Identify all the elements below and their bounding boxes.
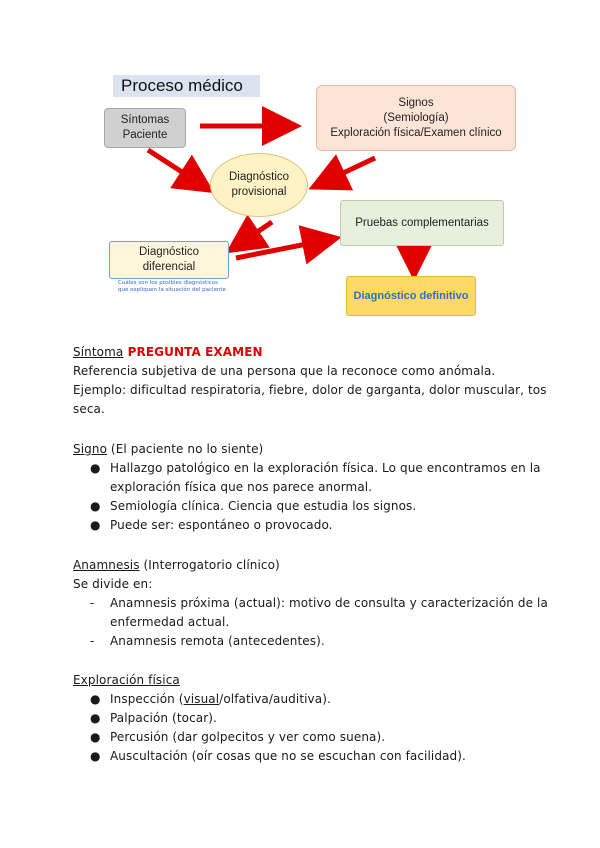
process-diagram [0,0,600,330]
list-item [73,747,533,766]
anamnesis-item-1-line-1: Anamnesis próxima (actual): motivo de consulta y caracterización de la [110,596,548,610]
box-pruebas-complementarias: Pruebas complementarias [340,200,504,246]
palpacion: Palpación (tocar). [110,711,217,725]
sintoma-line-3: seca. [73,402,105,416]
list-item [73,690,533,709]
caption-line-2: que expliquen la situación del paciente [118,287,226,293]
dash-icon: - [90,596,95,610]
exam-question-badge: PREGUNTA EXAMEN [123,345,263,359]
arrow-sintomas-provisional [148,150,202,185]
dash-icon: - [90,634,95,648]
arrow-signos-provisional [322,158,375,183]
signo-bullet-1-line-1: Hallazgo patológico en la exploración física. Lo que encontramos en la [110,461,541,475]
list-item [73,728,533,747]
anamnesis-note: (Interrogatorio clínico) [139,558,280,572]
box-diferencial-line-1: Diagnóstico [138,246,200,258]
box-sintomas-line-1: Síntomas [120,114,170,126]
anamnesis-intro: Se divide en: [73,577,153,591]
percusion: Percusión (dar golpecitos y ver como suena). [110,730,386,744]
list-item [73,632,533,651]
box-signos-line-2: (Semiología) [383,111,449,124]
anamnesis-item-2: Anamnesis remota (antecedentes). [110,634,325,648]
sintoma-line-1: Referencia subjetiva de una persona que la reconoce como anómala. [73,364,496,378]
exploracion-heading: Exploración física [73,673,180,687]
signo-bullet-2: Semiología clínica. Ciencia que estudia los signos. [110,499,417,513]
box-signos [316,85,516,151]
box-signos-line-1: Signos [398,96,434,109]
box-signos-line-3: Exploración física/Examen clínico [330,126,502,139]
arrow-diferencial-pruebas [236,240,327,258]
caption-line-1: Cuáles son los posibles diagnósticos [118,280,218,286]
box-diagnostico-definitivo: Diagnóstico definitivo [346,276,476,316]
bullet-icon: ● [90,461,101,475]
list-item [73,459,541,478]
anamnesis-item-1-line-2: enfermedad actual. [110,615,230,629]
box-provisional-line-1: Diagnóstico [228,171,290,183]
list-item [73,594,548,613]
inspeccion-pre: Inspección ( [110,692,184,706]
signo-heading: Signo [73,442,108,456]
box-diferencial-line-2: diferencial [142,261,196,273]
box-sintomas-line-2: Paciente [122,129,168,141]
bullet-icon: ● [90,730,101,744]
sintoma-heading: Síntoma [73,345,124,359]
section-signo [73,440,541,535]
bullet-icon: ● [90,749,101,763]
list-item [73,709,533,728]
box-sintomas [104,108,186,148]
bullet-icon: ● [90,518,101,532]
auscultacion: Auscultación (oír cosas que no se escuchan con facilidad). [110,749,466,763]
bullet-icon: ● [90,711,101,725]
diferencial-caption [118,280,228,294]
box-provisional-line-2: provisional [231,186,287,198]
box-diagnostico-provisional [210,153,308,217]
list-item [73,516,533,535]
signo-bullet-3: Puede ser: espontáneo o provocado. [110,518,333,532]
anamnesis-heading: Anamnesis [73,558,140,572]
box-diagnostico-diferencial [109,241,229,279]
section-anamnesis [73,556,548,651]
diagram-title: Proceso médico [113,75,260,97]
inspeccion-post: /olfativa/auditiva). [219,692,331,706]
signo-note: (El paciente no lo siente) [107,442,264,456]
sintoma-line-2: Ejemplo: dificultad respiratoria, fiebre, dolor de garganta, dolor muscular, tos [73,383,547,397]
bullet-icon: ● [90,692,101,706]
bullet-icon: ● [90,499,101,513]
diagram-arrows [0,0,600,330]
inspeccion-visual: visual [183,692,220,706]
list-item [73,497,533,516]
arrow-provisional-diferencial [238,222,272,245]
signo-bullet-1-line-2: exploración física que nos parece anormal. [110,480,373,494]
section-exploracion-fisica [73,671,533,766]
section-sintoma [73,343,547,419]
